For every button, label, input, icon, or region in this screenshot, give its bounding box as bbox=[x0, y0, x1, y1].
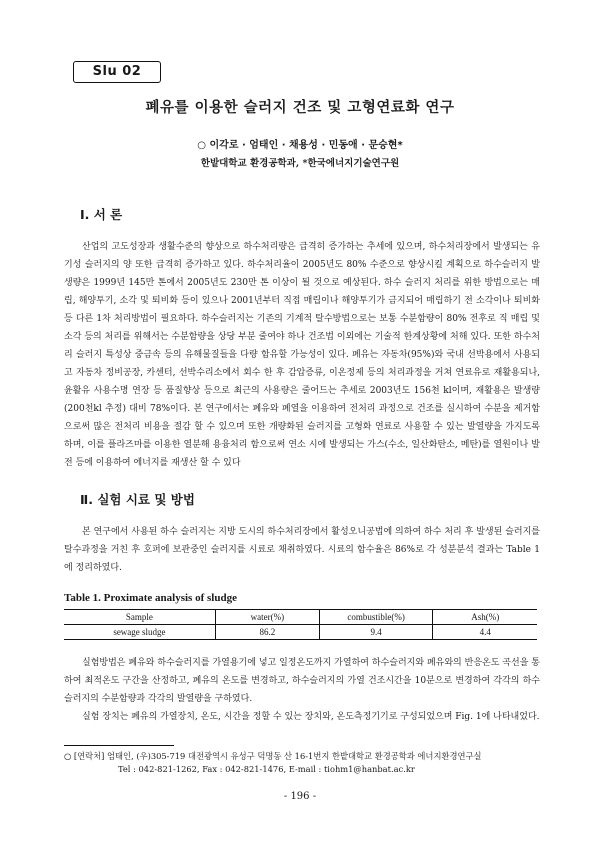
table-row bbox=[64, 625, 537, 640]
method-paragraph: 실험방법은 폐유와 하수슬러지를 가열용기에 넣고 일정온도까지 가열하여 하수슬러지와 폐유와의 반응온도 곡선을 통하여 최적온도 구간을 산정하고, 폐유의 온도를 변경하고, 하수슬러지의 가열 건조시간을 10분으로 변경하여 각각의 하수슬러지의 수분함량과 각각의 발열량을 구하였다. bbox=[64, 658, 540, 704]
table-header-cell: Ash(%) bbox=[433, 610, 537, 625]
footnote-divider bbox=[64, 745, 174, 746]
sample-paragraph: 본 연구에서 사용된 하수 슬러지는 지방 도시의 하수처리장에서 활성오니공법에 의하여 하수 처리 후 발생된 슬러지를 탈수과정을 거친 후 호퍼에 보관중인 슬러지를 시료로 채취하였다. 시료의 함수율은 86%로 각 성분분석 결과는 Table 1에 정리하였다. bbox=[64, 527, 540, 573]
apparatus-paragraph: 실험 장치는 폐유의 가열장치, 온도, 시간을 정할 수 있는 장치와, 온도측정기기로 구성되었으며 Fig. 1에 나타내었다. bbox=[82, 712, 540, 722]
author-list: ○ 이각로 · 엄태인 · 채용성 · 민동애 · 문승현* bbox=[197, 140, 403, 151]
table-header-row bbox=[64, 610, 537, 625]
table-header-cell: combustible(%) bbox=[319, 610, 433, 625]
affiliation: 한밭대학교 환경공학과, *한국에너지기술연구원 bbox=[200, 158, 400, 169]
table-cell: 4.4 bbox=[433, 625, 537, 640]
table-cell: 86.2 bbox=[215, 625, 319, 640]
paper-title: 폐유를 이용한 슬러지 건조 및 고형연료화 연구 bbox=[145, 100, 455, 116]
table-cell: sewage sludge bbox=[113, 627, 166, 637]
table-cell: 9.4 bbox=[319, 625, 433, 640]
section-heading-introduction: Ⅰ. 서 론 bbox=[80, 207, 123, 222]
page-number: - 196 - bbox=[283, 791, 317, 802]
contact-address: ○ [연락처] 엄태인, (우)305-719 대전광역시 유성구 덕명동 산 16-1번지 한밭대학교 환경공학과 에너지환경연구실 bbox=[64, 751, 482, 761]
table-header-cell: water(%) bbox=[215, 610, 319, 625]
contact-phone-email: Tel : 042-821-1262, Fax : 042-821-1476, E-mail : tiohm1@hanbat.ac.kr bbox=[118, 764, 415, 774]
contact-footnote bbox=[64, 750, 544, 776]
proximate-analysis-table bbox=[64, 609, 537, 640]
session-tag: Slu 02 bbox=[73, 61, 161, 83]
table-header-cell: Sample bbox=[125, 612, 153, 622]
section-heading-methods: Ⅱ. 실험 시료 및 방법 bbox=[80, 492, 195, 507]
introduction-paragraph: 산업의 고도성장과 생활수준의 향상으로 하수처리량은 급격히 증가하는 추세에 있으며, 하수처리장에서 발생되는 유기성 슬러지의 양 또한 급격히 증가하고 있다. 하수처리율이 2005년도 80% 수준으로 향상시킬 계획으로 하수슬러지 발생량은 1999년 145만 톤에서 2005년도 230만 톤 이상이 될 것으로 예상된다. 하수 슬러지 처리를 위한 방법으로는 매립, 해양투기, 소각 및 퇴비화 등이 있으나 2001년부터 직접 매립이나 해양투기가 금지되어 매립하기 전 소각이나 퇴비화 등 다른 1차 처리방법이 필요하다. 하수슬러지는 기존의 기계적 탈수방법으로는 보통 수분함량이 80% 전후로 직 매립 및 소각 등의 처리를 위해서는 수분함량을 상당 부분 줄여야 하나 건조법 이외에는 기술적 한계상황에 처해 있다. 또한 하수처리 슬러지 특성상 중금속 등의 유해물질들을 다량 함유할 가능성이 있다. 폐유는 자동차(95%)와 국내 선박용에서 사용되고 자동차 정비공장, 카센터, 선박수리소에서 회수 한 후 감압증류, 이온정제 등의 처리과정을 거쳐 연료유로 재활용되나, 윤활유 사용수명 연장 등 품질향상 등으로 최근의 사용량은 줄어드는 추세로 2003년도 156천 kl이며, 재활용은 발생량(200천kl 추정) 대비 78%이다. 본 연구에서는 폐유와 폐열을 이용하여 전처리 과정으로 건조를 실시하여 수분을 제거함으로써 많은 전처리 비용을 절감 할 수 있으며 또한 개량화된 슬러지를 고형화 연료로 사용할 수 있는 발열량을 가지도록 하며, 이를 플라즈마를 이용한 열분해 용융처리 함으로써 연소 시에 발생되는 가스(수소, 일산화탄소, 메탄)를 열원이나 발전 등에 이용하여 에너지를 재생산 할 수 있다 bbox=[64, 242, 540, 468]
table-caption: Table 1. Proximate analysis of sludge bbox=[64, 592, 237, 604]
